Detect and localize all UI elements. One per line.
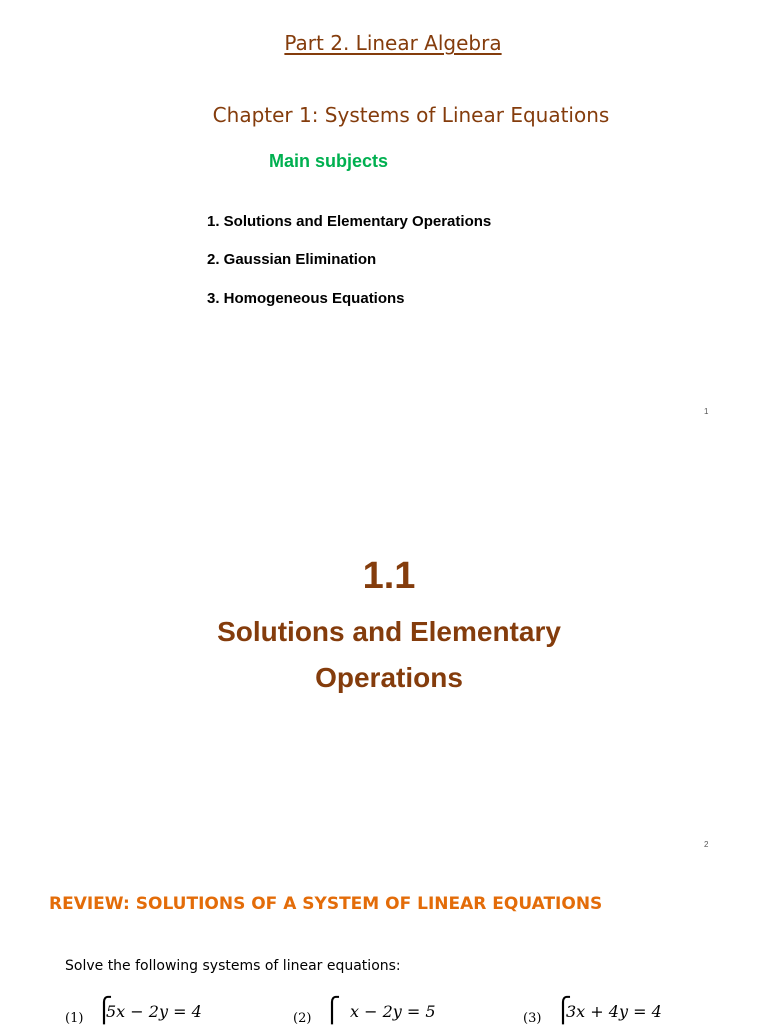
section-title-line-2: Operations <box>315 662 463 693</box>
system-1-brace-icon: ⎧ <box>95 996 113 1024</box>
main-subjects-heading: Main subjects <box>269 151 389 171</box>
system-3-equation-1: 3x + 4y = 4 <box>566 1002 662 1021</box>
page-number-1: 1 <box>704 407 709 416</box>
review-heading: REVIEW: SOLUTIONS OF A SYSTEM OF LINEAR EQUATIONS <box>49 894 603 914</box>
subject-item-2: 2. Gaussian Elimination <box>207 251 377 268</box>
section-title-line-1: Solutions and Elementary <box>217 616 561 647</box>
part-title: Part 2. Linear Algebra <box>284 31 502 55</box>
instruction-text: Solve the following systems of linear equations: <box>65 958 401 974</box>
system-2-equation-1: x − 2y = 5 <box>350 1002 436 1021</box>
system-1-label: (1) <box>65 1011 84 1026</box>
system-2-label: (2) <box>293 1011 312 1026</box>
subject-item-1: 1. Solutions and Elementary Operations <box>207 213 492 230</box>
system-1-equation-1: 5x − 2y = 4 <box>106 1002 202 1021</box>
system-3-label: (3) <box>523 1011 542 1026</box>
section-number: 1.1 <box>362 555 416 597</box>
chapter-title: Chapter 1: Systems of Linear Equations <box>212 103 610 127</box>
system-3-brace-icon: ⎧ <box>554 996 572 1024</box>
subject-item-3: 3. Homogeneous Equations <box>207 290 405 307</box>
page-number-2: 2 <box>704 840 709 849</box>
system-2-brace-icon: ⎧ <box>323 996 341 1024</box>
